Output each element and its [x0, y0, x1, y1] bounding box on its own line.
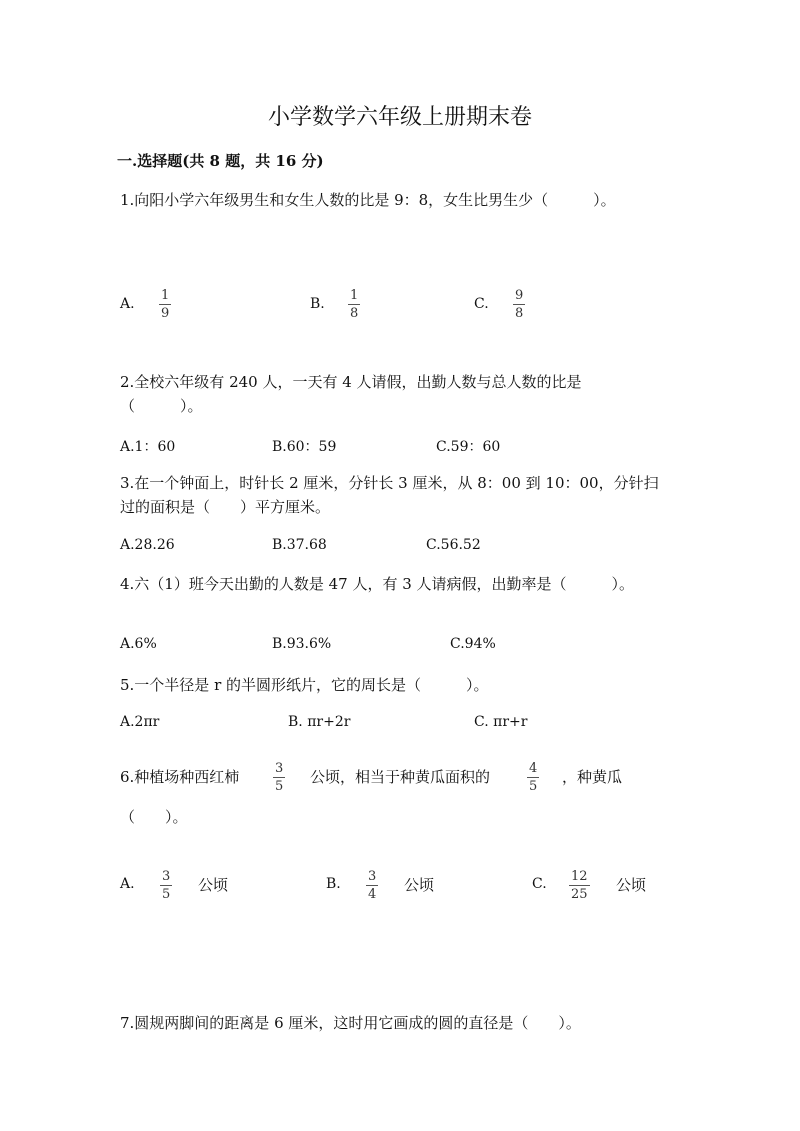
question-7-text: 7.圆规两脚间的距离是 6 厘米，这时用它画成的圆的直径是（ ）。 — [120, 1014, 581, 1032]
fraction-bar — [569, 885, 590, 886]
question-2-line-2: （ ）。 — [120, 397, 203, 415]
fraction-denominator: 5 — [162, 887, 171, 902]
fraction-denominator: 9 — [161, 306, 170, 321]
question-6-part-2: 公顷，相当于种黄瓜面积的 — [310, 768, 491, 786]
fraction-denominator: 5 — [529, 779, 538, 794]
q3-option-a: A.28.26 — [120, 537, 175, 553]
fraction-numerator: 1 — [161, 288, 170, 303]
fraction-denominator: 4 — [368, 887, 377, 902]
q1-option-b-label: B. — [310, 296, 325, 312]
q6-option-b-fraction — [366, 869, 378, 902]
q6-option-a-unit: 公顷 — [198, 876, 229, 894]
q6-fraction-tomato — [273, 761, 285, 794]
q5-option-a: A.2πr — [120, 714, 160, 730]
q6-option-c-fraction — [569, 869, 590, 902]
q3-option-c: C.56.52 — [426, 537, 481, 553]
fraction-numerator: 3 — [275, 761, 284, 776]
q1-option-a-fraction — [159, 288, 171, 321]
fraction-bar — [527, 777, 539, 778]
fraction-numerator: 4 — [529, 761, 538, 776]
question-4-text: 4.六（1）班今天出勤的人数是 47 人，有 3 人请病假，出勤率是（ ）。 — [120, 575, 635, 593]
fraction-numerator: 3 — [162, 869, 171, 884]
q1-option-a-label: A. — [120, 296, 135, 312]
question-5-text: 5.一个半径是 r 的半圆形纸片，它的周长是（ ）。 — [120, 676, 489, 694]
q6-option-a-label: A. — [120, 876, 135, 892]
q2-option-a: A.1：60 — [120, 439, 176, 455]
q6-option-a-fraction — [160, 869, 172, 902]
q6-option-c-label: C. — [532, 876, 547, 892]
question-3-line-2: 过的面积是（ ）平方厘米。 — [120, 498, 331, 516]
q6-fraction-cucumber — [527, 761, 539, 794]
fraction-numerator: 3 — [368, 869, 377, 884]
q3-option-b: B.37.68 — [272, 537, 327, 553]
q2-option-c: C.59：60 — [436, 439, 501, 455]
fraction-bar — [513, 304, 525, 305]
fraction-numerator: 12 — [571, 869, 588, 884]
fraction-denominator: 8 — [515, 306, 524, 321]
q5-option-c: C. πr+r — [474, 714, 528, 730]
fraction-denominator: 25 — [571, 887, 588, 902]
q1-option-b-fraction — [348, 288, 360, 321]
fraction-bar — [160, 885, 172, 886]
fraction-denominator: 5 — [275, 779, 284, 794]
q5-option-b: B. πr+2r — [288, 714, 351, 730]
fraction-bar — [273, 777, 285, 778]
q1-option-c-label: C. — [474, 296, 489, 312]
q1-option-c-fraction — [513, 288, 525, 321]
fraction-numerator: 9 — [515, 288, 524, 303]
page-title: 小学数学六年级上册期末卷 — [267, 105, 532, 130]
question-3-line-1: 3.在一个钟面上，时针长 2 厘米，分针长 3 厘米，从 8：00 到 10：00，分针扫 — [120, 474, 659, 492]
q6-option-c-unit: 公顷 — [616, 876, 647, 894]
question-6-line-2: （ ）。 — [120, 808, 188, 826]
fraction-bar — [366, 885, 378, 886]
fraction-numerator: 1 — [350, 288, 359, 303]
q4-option-b: B.93.6% — [272, 636, 332, 652]
q6-option-b-label: B. — [326, 876, 341, 892]
question-2-line-1: 2.全校六年级有 240 人，一天有 4 人请假，出勤人数与总人数的比是 — [120, 373, 582, 391]
fraction-bar — [159, 304, 171, 305]
question-6-part-3: ，种黄瓜 — [562, 768, 623, 786]
q4-option-a: A.6% — [120, 636, 157, 652]
question-1-text: 1.向阳小学六年级男生和女生人数的比是 9：8，女生比男生少（ ）。 — [120, 191, 616, 209]
q4-option-c: C.94% — [450, 636, 496, 652]
fraction-denominator: 8 — [350, 306, 359, 321]
q2-option-b: B.60：59 — [272, 439, 337, 455]
question-6-part-1: 6.种植场种西红柿 — [120, 768, 240, 786]
fraction-bar — [348, 304, 360, 305]
q6-option-b-unit: 公顷 — [404, 876, 435, 894]
section-heading: 一.选择题(共 8 题，共 16 分) — [117, 152, 324, 170]
